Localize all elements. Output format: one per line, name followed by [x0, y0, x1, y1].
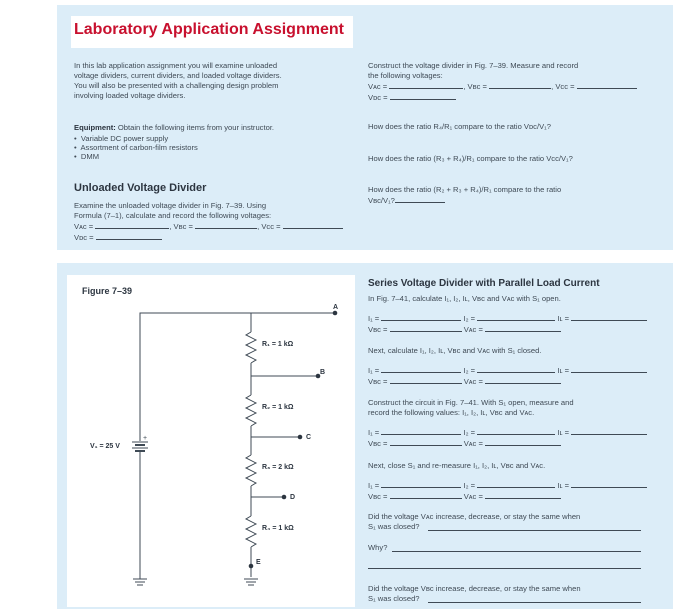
i2-blank[interactable]	[477, 481, 555, 488]
answer-line[interactable]	[368, 568, 641, 569]
node-d-label: D	[290, 494, 296, 501]
unloaded-heading: Unloaded Voltage Divider	[74, 182, 207, 194]
vbg-question-cont: S₁ was closed?	[368, 594, 420, 603]
node-c-dot	[298, 435, 303, 440]
unloaded-voltages-row: Vᴀᴄ = , Vʙᴄ = , Vᴄᴄ =	[74, 222, 343, 232]
node-a-label: A	[333, 304, 339, 311]
node-d-dot	[282, 495, 287, 500]
vag-blank[interactable]	[485, 439, 561, 446]
resistor-r1	[246, 332, 256, 363]
equipment-item: • Assortment of carbon-film resistors	[74, 143, 198, 152]
vbg-blank[interactable]	[390, 492, 462, 499]
vbg-blank[interactable]	[390, 325, 462, 332]
resistor-r4	[246, 516, 256, 547]
node-e-label: E	[256, 559, 261, 566]
series-heading: Series Voltage Divider with Parallel Load Current	[368, 278, 600, 289]
answer-line[interactable]	[428, 602, 641, 603]
il-blank[interactable]	[571, 481, 647, 488]
r2-label: R₂ = 1 kΩ	[262, 404, 294, 411]
equipment-item: • Variable DC power supply	[74, 134, 169, 143]
equipment-label: Equipment:	[74, 123, 116, 132]
node-c-label: C	[306, 434, 312, 441]
construct-text: the following voltages:	[368, 71, 443, 80]
answer-line[interactable]	[392, 551, 641, 552]
battery-plus: +	[143, 435, 148, 442]
i1-blank[interactable]	[381, 481, 461, 488]
vag-question-cont: S₁ was closed?	[368, 522, 420, 531]
ratio-question: How does the ratio R₄/R₁ compare to the ratio Vᴅᴄ/V₁?	[368, 122, 551, 131]
voltage-row: Vʙᴄ = Vᴀᴄ =	[368, 439, 561, 449]
construct-text: Construct the voltage divider in Fig. 7–39. Measure and record	[368, 61, 579, 70]
i1-blank[interactable]	[381, 314, 461, 321]
i2-blank[interactable]	[477, 314, 555, 321]
vag-blank[interactable]	[485, 377, 561, 384]
resistor-r2	[246, 395, 256, 426]
vbg-question: Did the voltage Vʙᴄ increase, decrease, or stay the same when	[368, 584, 581, 593]
vbg-blank[interactable]	[390, 439, 462, 446]
voltage-row: Vʙᴄ = Vᴀᴄ =	[368, 377, 561, 387]
answer-line[interactable]	[428, 530, 641, 531]
current-row: I₁ = I₂ = Iʟ =	[368, 481, 647, 491]
why-label: Why?	[368, 543, 388, 552]
r1-label: R₁ = 1 kΩ	[262, 341, 294, 348]
measured-voltages-row: Vᴀᴄ = , Vʙᴄ = , Vᴄᴄ =	[368, 82, 637, 92]
node-e-dot	[249, 564, 254, 569]
i1-blank[interactable]	[381, 428, 461, 435]
node-a-dot	[333, 311, 338, 316]
resistor-r3	[246, 455, 256, 486]
vag-blank[interactable]	[485, 325, 561, 332]
il-blank[interactable]	[571, 366, 647, 373]
page-title: Laboratory Application Assignment	[74, 21, 344, 38]
remeasure-text: Next, close S₁ and re-measure I₁, I₂, Iʟ, Vʙᴄ and Vᴀᴄ.	[368, 461, 546, 470]
i2-blank[interactable]	[477, 428, 555, 435]
battery-symbol	[132, 442, 148, 451]
il-blank[interactable]	[571, 314, 647, 321]
unloaded-text: Examine the unloaded voltage divider in Fig. 7–39. Using	[74, 201, 267, 210]
i1-blank[interactable]	[381, 366, 461, 373]
r3-label: R₃ = 2 kΩ	[262, 464, 294, 471]
measured-vdc-row: Vᴅᴄ =	[368, 93, 456, 103]
vag-question: Did the voltage Vᴀᴄ increase, decrease, or stay the same when	[368, 512, 581, 521]
ratio-question: How does the ratio (R₂ + R₃ + R₄)/R₁ compare to the ratio	[368, 185, 562, 194]
equipment-text: Obtain the following items from your instructor.	[115, 123, 275, 132]
ratio-question: How does the ratio (R₃ + R₄)/R₁ compare to the ratio Vᴄᴄ/V₁?	[368, 154, 573, 163]
voltage-row: Vʙᴄ = Vᴀᴄ =	[368, 325, 561, 335]
current-row: I₁ = I₂ = Iʟ =	[368, 366, 647, 376]
construct-circuit-text: record the following values: I₁, I₂, Iʟ, Vʙᴄ and Vᴀᴄ.	[368, 408, 535, 417]
intro-line: voltage dividers, current dividers, and loaded voltage dividers.	[74, 71, 282, 80]
il-blank[interactable]	[571, 428, 647, 435]
unloaded-vdc-row: Vᴅᴄ =	[74, 233, 162, 243]
current-row: I₁ = I₂ = Iʟ =	[368, 314, 647, 324]
top-wire	[140, 313, 335, 441]
node-b-label: B	[320, 369, 326, 376]
figure-caption: Figure 7–39	[82, 286, 133, 296]
vbg-blank[interactable]	[390, 377, 462, 384]
voltage-row: Vʙᴄ = Vᴀᴄ =	[368, 492, 561, 502]
intro-line: In this lab application assignment you will examine unloaded	[74, 61, 278, 70]
series-intro: In Fig. 7–41, calculate I₁, I₂, Iʟ, Vʙᴄ and Vᴀᴄ with S₁ open.	[368, 294, 561, 303]
intro-line: involving loaded voltage dividers.	[74, 91, 186, 100]
current-row: I₁ = I₂ = Iʟ =	[368, 428, 647, 438]
unloaded-text: Formula (7–1), calculate and record the following voltages:	[74, 211, 272, 220]
construct-circuit-text: Construct the circuit in Fig. 7–41. With S₁ open, measure and	[368, 398, 574, 407]
source-label: V₁ = 25 V	[90, 443, 120, 450]
next-calc-text: Next, calculate I₁, I₂, Iʟ, Vʙᴄ and Vᴀᴄ with S₁ closed.	[368, 346, 542, 355]
equipment-item: • DMM	[74, 152, 100, 161]
r4-label: R₄ = 1 kΩ	[262, 525, 294, 532]
intro-line: You will also be presented with a challenging design problem	[74, 81, 279, 90]
ratio-question-cont: Vʙᴄ/V₁?	[368, 196, 445, 206]
i2-blank[interactable]	[477, 366, 555, 373]
vag-blank[interactable]	[485, 492, 561, 499]
